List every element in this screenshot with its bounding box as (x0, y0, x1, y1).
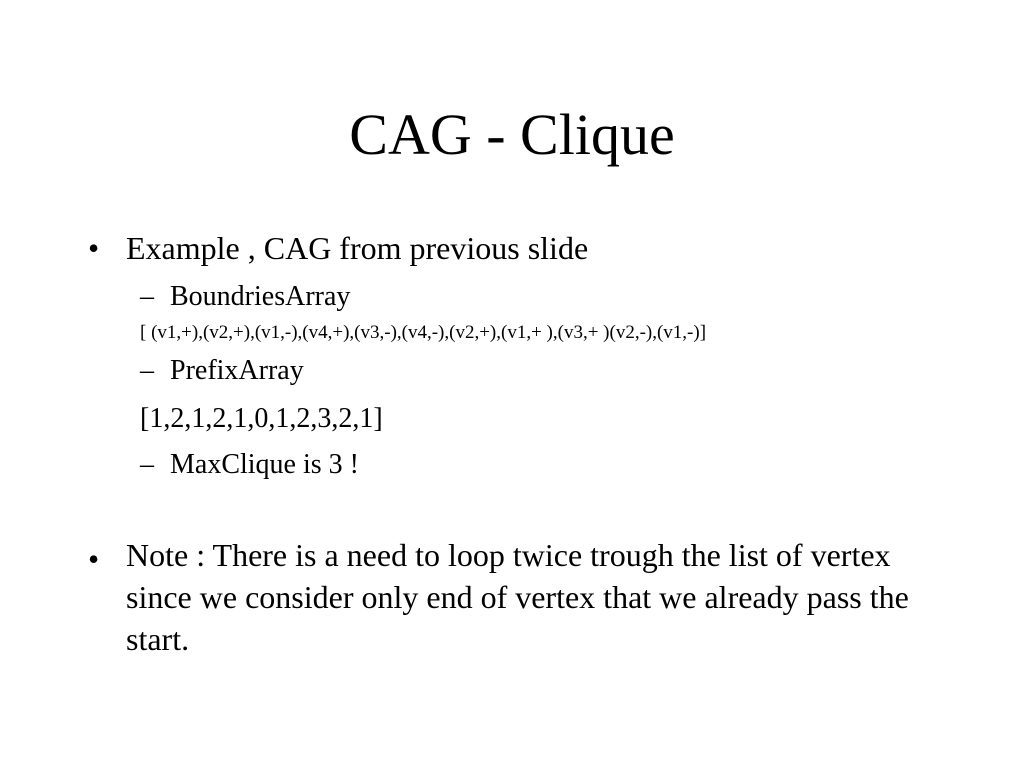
dash-icon: – (140, 355, 154, 386)
bullet-icon: • (88, 230, 100, 266)
dash-icon: – (140, 449, 154, 480)
prefix-array-value: [1,2,1,2,1,0,1,2,3,2,1] (140, 403, 383, 434)
maxclique-text: MaxClique is 3 ! (170, 449, 359, 480)
boundries-array-value: [ (v1,+),(v2,+),(v1,-),(v4,+),(v3,-),(v4,-),(v2,+),(v1,+ ),(v3,+ )(v2,-),(v1,-)] (140, 322, 707, 343)
bullet-icon: • (88, 541, 100, 577)
sub-item-prefix (140, 354, 304, 388)
sub-item-boundries (140, 280, 350, 314)
boundries-label: BoundriesArray (170, 281, 351, 312)
prefix-label: PrefixArray (170, 355, 304, 386)
bullet-note-text: Note : There is a need to loop twice trough the list of vertex since we consider only end of vertex that we already pass the start. (126, 537, 909, 657)
dash-icon: – (140, 281, 154, 312)
bullet-example-text: Example , CAG from previous slide (126, 230, 589, 266)
slide-title: CAG - Clique (349, 102, 675, 167)
sub-item-maxclique (140, 448, 359, 482)
